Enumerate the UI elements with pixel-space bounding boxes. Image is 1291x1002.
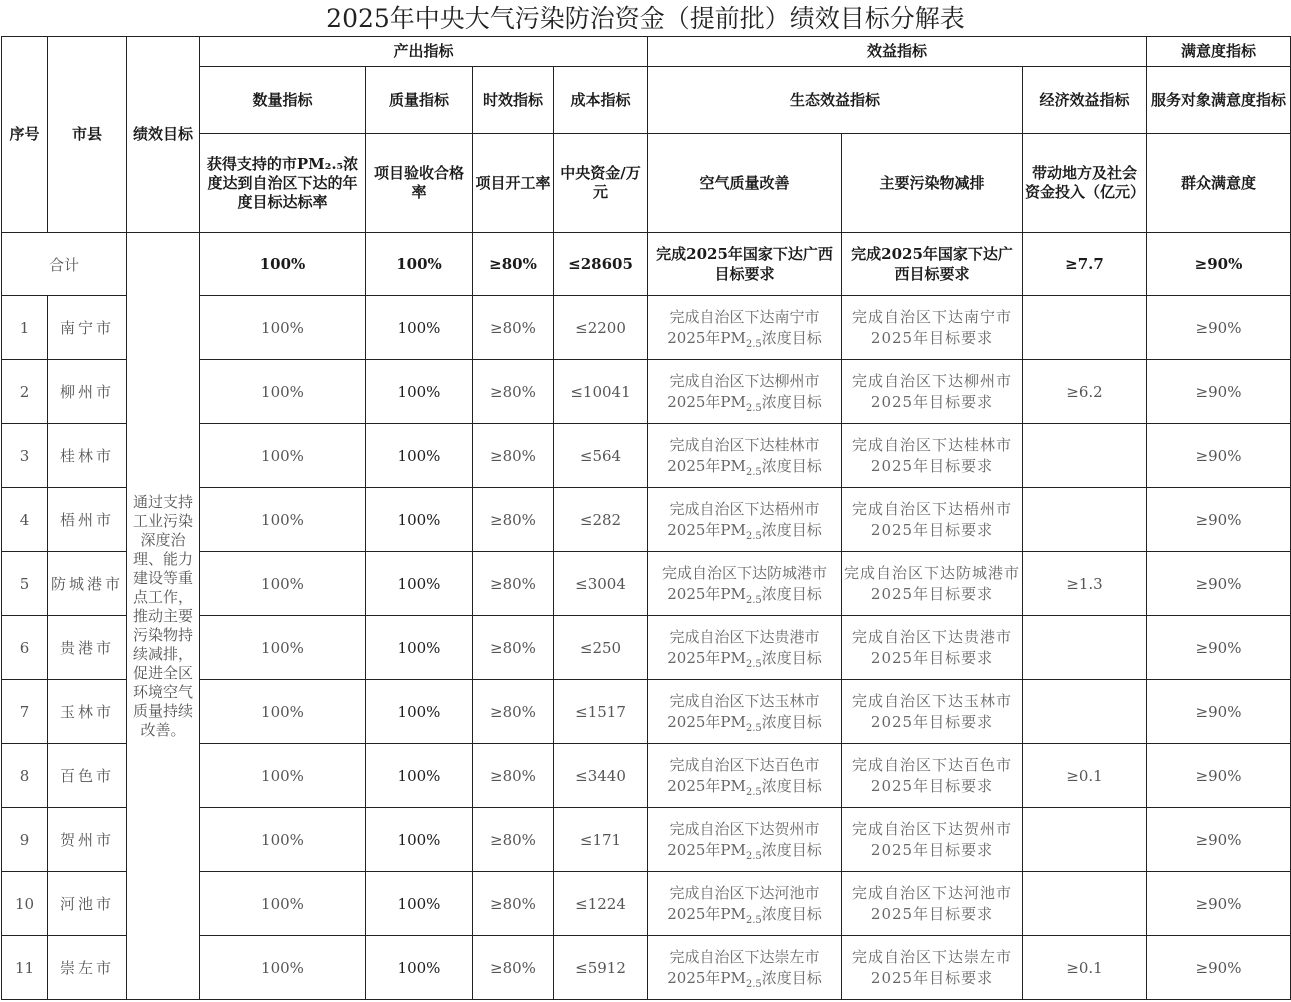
row-air-line1: 完成自治区下达防城港市: [662, 563, 828, 582]
row-quality: 100%: [366, 616, 473, 680]
row-pollutant-line1: 完成自治区下达防城港市: [844, 563, 1021, 582]
pm-subscript: 2.5: [745, 658, 762, 670]
row-timeliness: ≥80%: [473, 360, 554, 424]
pm-subscript: 2.5: [745, 786, 762, 798]
row-air-line2: 2025年PM: [667, 520, 746, 539]
pm-subscript: 2.5: [745, 402, 762, 414]
row-pollutant: [842, 616, 1023, 680]
row-air: [648, 424, 842, 488]
row-air-suffix: 浓度目标: [761, 456, 822, 475]
row-pollutant: [842, 552, 1023, 616]
row-quality: 100%: [366, 296, 473, 360]
row-satisfaction: ≥90%: [1147, 552, 1291, 616]
row-pollutant: [842, 936, 1023, 1000]
row-satisfaction: ≥90%: [1147, 424, 1291, 488]
row-air: [648, 744, 842, 808]
row-satisfaction: ≥90%: [1147, 296, 1291, 360]
row-invest: [1023, 808, 1147, 872]
row-air-line1: 完成自治区下达贺州市: [669, 819, 820, 838]
row-pollutant: [842, 296, 1023, 360]
row-invest: ≥6.2: [1023, 360, 1147, 424]
row-pollutant: [842, 680, 1023, 744]
row-quantity: 100%: [200, 872, 366, 936]
header-eco: 生态效益指标: [648, 67, 1023, 134]
row-satisfaction: ≥90%: [1147, 488, 1291, 552]
header-air: 空气质量改善: [648, 134, 842, 233]
row-air-line1: 完成自治区下达玉林市: [669, 691, 820, 710]
row-timeliness: ≥80%: [473, 424, 554, 488]
row-quantity: 100%: [200, 360, 366, 424]
row-pollutant-line1: 完成自治区下达玉林市: [852, 691, 1013, 710]
row-air-line1: 完成自治区下达南宁市: [669, 307, 820, 326]
row-air-line2: 2025年PM: [667, 776, 746, 795]
row-air: [648, 808, 842, 872]
row-pollutant-line2: 2025年目标要求: [870, 840, 994, 859]
row-seq: 1: [2, 296, 48, 360]
row-air: [648, 936, 842, 1000]
row-air: [648, 360, 842, 424]
header-goal: 绩效目标: [127, 37, 200, 233]
row-satisfaction: ≥90%: [1147, 680, 1291, 744]
row-air-suffix: 浓度目标: [761, 584, 822, 603]
row-cost: ≤1224: [554, 872, 648, 936]
row-air-line2: 2025年PM: [667, 328, 746, 347]
goal-text: 通过支持工业污染深度治理、能力建设等重点工作，推动主要污染物持续减排，促进全区环境空气质量持续改善。: [127, 233, 200, 1000]
row-air-suffix: 浓度目标: [761, 328, 822, 347]
row-pollutant: [842, 488, 1023, 552]
row-quantity: 100%: [200, 296, 366, 360]
row-invest: [1023, 616, 1147, 680]
row-air: [648, 680, 842, 744]
row-invest: ≥0.1: [1023, 744, 1147, 808]
performance-target-table: [1, 36, 1291, 1000]
row-air-line1: 完成自治区下达柳州市: [669, 371, 820, 390]
header-invest: 带动地方及社会资金投入（亿元）: [1023, 134, 1147, 233]
row-seq: 7: [2, 680, 48, 744]
row-seq: 9: [2, 808, 48, 872]
row-timeliness: ≥80%: [473, 616, 554, 680]
row-invest: [1023, 872, 1147, 936]
row-pollutant-line1: 完成自治区下达崇左市: [852, 947, 1013, 966]
header-econ: 经济效益指标: [1023, 67, 1147, 134]
header-seq: 序号: [2, 37, 48, 233]
row-satisfaction: ≥90%: [1147, 744, 1291, 808]
row-timeliness: ≥80%: [473, 744, 554, 808]
row-timeliness: ≥80%: [473, 936, 554, 1000]
pm-subscript: 2.5: [745, 530, 762, 542]
row-city: 梧州市: [48, 488, 127, 552]
row-city: 百色市: [48, 744, 127, 808]
row-city: 河池市: [48, 872, 127, 936]
row-air-line2: 2025年PM: [667, 456, 746, 475]
row-air-line1: 完成自治区下达百色市: [669, 755, 820, 774]
row-seq: 5: [2, 552, 48, 616]
pm-subscript: 2.5: [745, 594, 762, 606]
row-pollutant-line2: 2025年目标要求: [870, 968, 994, 987]
row-pollutant-line1: 完成自治区下达桂林市: [852, 435, 1013, 454]
row-city: 贺州市: [48, 808, 127, 872]
pm-subscript: 2.5: [745, 466, 762, 478]
row-satisfaction: ≥90%: [1147, 936, 1291, 1000]
header-benefit: 效益指标: [648, 37, 1147, 67]
row-seq: 3: [2, 424, 48, 488]
row-pollutant-line1: 完成自治区下达柳州市: [852, 371, 1013, 390]
row-air-suffix: 浓度目标: [761, 904, 822, 923]
row-air: [648, 488, 842, 552]
row-air-line1: 完成自治区下达河池市: [669, 883, 820, 902]
row-pollutant: [842, 808, 1023, 872]
row-quality: 100%: [366, 552, 473, 616]
row-quantity: 100%: [200, 552, 366, 616]
row-cost: ≤171: [554, 808, 648, 872]
row-air-suffix: 浓度目标: [761, 840, 822, 859]
row-air: [648, 552, 842, 616]
row-cost: ≤1517: [554, 680, 648, 744]
row-seq: 6: [2, 616, 48, 680]
page-title: 2025年中央大气污染防治资金（提前批）绩效目标分解表: [326, 4, 965, 33]
row-cost: ≤3004: [554, 552, 648, 616]
row-pollutant: [842, 872, 1023, 936]
row-air: [648, 296, 842, 360]
row-quantity: 100%: [200, 680, 366, 744]
header-pollutant: 主要污染物减排: [842, 134, 1023, 233]
total-pollutant: 完成2025年国家下达广西目标要求: [842, 233, 1023, 296]
header-output: 产出指标: [200, 37, 648, 67]
row-pollutant-line2: 2025年目标要求: [870, 520, 994, 539]
row-air-line2: 2025年PM: [667, 648, 746, 667]
row-pollutant-line1: 完成自治区下达梧州市: [852, 499, 1013, 518]
row-pollutant-line2: 2025年目标要求: [870, 392, 994, 411]
row-timeliness: ≥80%: [473, 296, 554, 360]
row-cost: ≤282: [554, 488, 648, 552]
row-city: 防城港市: [48, 552, 127, 616]
row-pollutant-line1: 完成自治区下达百色市: [852, 755, 1013, 774]
row-invest: ≥0.1: [1023, 936, 1147, 1000]
row-satisfaction: ≥90%: [1147, 872, 1291, 936]
row-pollutant-line1: 完成自治区下达河池市: [852, 883, 1013, 902]
row-cost: ≤564: [554, 424, 648, 488]
row-timeliness: ≥80%: [473, 680, 554, 744]
row-quality: 100%: [366, 872, 473, 936]
pm-subscript: 2.5: [745, 914, 762, 926]
row-city: 桂林市: [48, 424, 127, 488]
row-cost: ≤10041: [554, 360, 648, 424]
row-seq: 2: [2, 360, 48, 424]
row-city: 崇左市: [48, 936, 127, 1000]
header-quantity-detail: 获得支持的市PM₂.₅浓度达到自治区下达的年度目标达标率: [200, 134, 366, 233]
header-city: 市县: [48, 37, 127, 233]
row-quality: 100%: [366, 424, 473, 488]
header-quality-detail: 项目验收合格率: [366, 134, 473, 233]
row-quantity: 100%: [200, 488, 366, 552]
row-cost: ≤3440: [554, 744, 648, 808]
total-satisfaction: ≥90%: [1147, 233, 1291, 296]
row-city: 柳州市: [48, 360, 127, 424]
pm-subscript: 2.5: [745, 978, 762, 990]
row-invest: [1023, 488, 1147, 552]
row-pollutant-line2: 2025年目标要求: [870, 712, 994, 731]
row-air-suffix: 浓度目标: [761, 712, 822, 731]
row-quantity: 100%: [200, 808, 366, 872]
row-pollutant-line2: 2025年目标要求: [870, 328, 994, 347]
row-air-line2: 2025年PM: [667, 840, 746, 859]
row-air-line1: 完成自治区下达梧州市: [669, 499, 820, 518]
row-timeliness: ≥80%: [473, 552, 554, 616]
row-air-suffix: 浓度目标: [761, 520, 822, 539]
row-air-line2: 2025年PM: [667, 584, 746, 603]
total-row: [2, 233, 1291, 296]
total-quality: 100%: [366, 233, 473, 296]
row-pollutant-line2: 2025年目标要求: [870, 456, 994, 475]
pm-subscript: 2.5: [745, 338, 762, 350]
row-seq: 8: [2, 744, 48, 808]
row-satisfaction: ≥90%: [1147, 616, 1291, 680]
header-crowd: 群众满意度: [1147, 134, 1291, 233]
row-air-suffix: 浓度目标: [761, 392, 822, 411]
row-timeliness: ≥80%: [473, 872, 554, 936]
row-air-line1: 完成自治区下达桂林市: [669, 435, 820, 454]
row-invest: [1023, 296, 1147, 360]
header-service: 服务对象满意度指标: [1147, 67, 1291, 134]
row-quality: 100%: [366, 808, 473, 872]
row-quantity: 100%: [200, 424, 366, 488]
row-seq: 10: [2, 872, 48, 936]
pm-subscript: 2.5: [745, 850, 762, 862]
row-seq: 4: [2, 488, 48, 552]
header-cost-detail: 中央资金/万元: [554, 134, 648, 233]
total-label: 合计: [2, 233, 127, 296]
row-air-suffix: 浓度目标: [761, 968, 822, 987]
row-air-line1: 完成自治区下达崇左市: [669, 947, 820, 966]
row-satisfaction: ≥90%: [1147, 360, 1291, 424]
row-pollutant-line2: 2025年目标要求: [870, 904, 994, 923]
header-quality: 质量指标: [366, 67, 473, 134]
row-quality: 100%: [366, 680, 473, 744]
row-pollutant-line1: 完成自治区下达贺州市: [852, 819, 1013, 838]
row-air-line2: 2025年PM: [667, 712, 746, 731]
row-timeliness: ≥80%: [473, 488, 554, 552]
total-timeliness: ≥80%: [473, 233, 554, 296]
row-air-line2: 2025年PM: [667, 904, 746, 923]
row-quantity: 100%: [200, 936, 366, 1000]
row-quality: 100%: [366, 488, 473, 552]
row-invest: ≥1.3: [1023, 552, 1147, 616]
row-air-suffix: 浓度目标: [761, 776, 822, 795]
row-pollutant-line2: 2025年目标要求: [870, 648, 994, 667]
row-pollutant: [842, 744, 1023, 808]
row-quality: 100%: [366, 744, 473, 808]
row-air: [648, 872, 842, 936]
total-quantity: 100%: [200, 233, 366, 296]
header-timeliness-detail: 项目开工率: [473, 134, 554, 233]
total-cost: ≤28605: [554, 233, 648, 296]
row-cost: ≤250: [554, 616, 648, 680]
total-invest: ≥7.7: [1023, 233, 1147, 296]
row-air-line2: 2025年PM: [667, 392, 746, 411]
row-air-suffix: 浓度目标: [761, 648, 822, 667]
row-air-line1: 完成自治区下达贵港市: [669, 627, 820, 646]
row-quantity: 100%: [200, 744, 366, 808]
row-air-line2: 2025年PM: [667, 968, 746, 987]
row-seq: 11: [2, 936, 48, 1000]
row-air: [648, 616, 842, 680]
header-quantity: 数量指标: [200, 67, 366, 134]
row-satisfaction: ≥90%: [1147, 808, 1291, 872]
row-quantity: 100%: [200, 616, 366, 680]
row-cost: ≤5912: [554, 936, 648, 1000]
row-quality: 100%: [366, 360, 473, 424]
row-invest: [1023, 424, 1147, 488]
header-satisfaction: 满意度指标: [1147, 37, 1291, 67]
row-pollutant: [842, 424, 1023, 488]
row-invest: [1023, 680, 1147, 744]
row-pollutant: [842, 360, 1023, 424]
row-city: 贵港市: [48, 616, 127, 680]
total-air: 完成2025年国家下达广西目标要求: [648, 233, 842, 296]
row-cost: ≤2200: [554, 296, 648, 360]
row-pollutant-line2: 2025年目标要求: [870, 776, 994, 795]
row-pollutant-line1: 完成自治区下达贵港市: [852, 627, 1013, 646]
row-city: 玉林市: [48, 680, 127, 744]
header-timeliness: 时效指标: [473, 67, 554, 134]
row-city: 南宁市: [48, 296, 127, 360]
pm-subscript: 2.5: [745, 722, 762, 734]
row-quality: 100%: [366, 936, 473, 1000]
row-pollutant-line1: 完成自治区下达南宁市: [852, 307, 1013, 326]
row-pollutant-line2: 2025年目标要求: [870, 584, 994, 603]
row-timeliness: ≥80%: [473, 808, 554, 872]
header-cost: 成本指标: [554, 67, 648, 134]
